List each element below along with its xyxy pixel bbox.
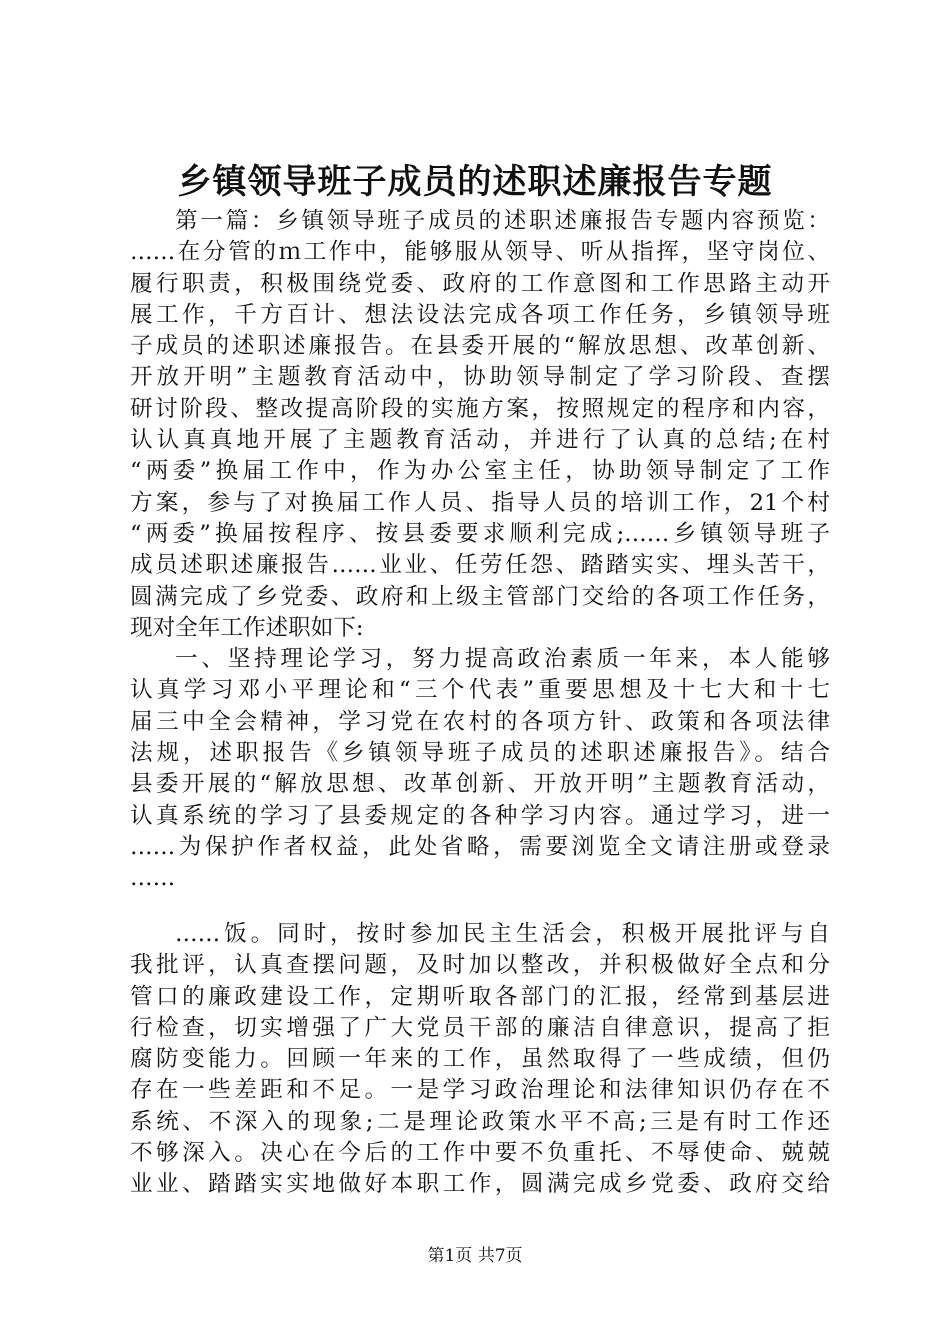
text-line: 展工作，千方百计、想法设法完成各项工作任务，乡镇领导班	[130, 301, 830, 328]
text-line: 现对全年工作述职如下:	[130, 614, 364, 641]
text-line: ……饭。同时，按时参加民主生活会，积极开展批评与自	[175, 921, 830, 947]
text-line: “两委”换届工作中，作为办公室主任，协助领导制定了工作	[130, 458, 830, 485]
document-body-section-1	[130, 206, 830, 895]
text-line: 认真学习邓小平理论和“三个代表”重要思想及十七大和十七	[130, 677, 830, 704]
text-line: ……在分管的ｍ工作中，能够服从领导、听从指挥，坚守岗位、	[130, 239, 830, 266]
text-line: 县委开展的“解放思想、改革创新、开放开明”主题教育活动，	[130, 771, 830, 798]
text-line: 认认真真地开展了主题教育活动，并进行了认真的总结;在村	[130, 427, 830, 454]
text-line: 存在一些差距和不足。一是学习政治理论和法律知识仍存在不	[130, 1077, 830, 1104]
text-line: 系统、不深入的现象;二是理论政策水平不高;三是有时工作还	[130, 1108, 830, 1135]
document-title: 乡镇领导班子成员的述职述廉报告专题	[177, 162, 773, 202]
text-line: 方案，参与了对换届工作人员、指导人员的培训工作，21个村	[130, 489, 830, 516]
page-number-footer: 第1页 共7页	[427, 1246, 523, 1266]
text-line: 届三中全会精神，学习党在农村的各项方针、政策和各项法律	[130, 708, 830, 735]
text-line: 一、坚持理论学习，努力提高政治素质一年来，本人能够	[175, 646, 830, 673]
text-line: 第一篇：乡镇领导班子成员的述职述廉报告专题内容预览：	[175, 208, 830, 234]
text-line: 不够深入。决心在今后的工作中要不负重托、不辱使命、兢兢	[130, 1140, 830, 1167]
document-body-section-2	[130, 919, 830, 1201]
text-line: 圆满完成了乡党委、政府和上级主管部门交给的各项工作任务，	[130, 583, 830, 610]
text-line: 成员述职述廉报告……业业、任劳任怨、踏踏实实、埋头苦干，	[130, 552, 830, 579]
text-line: 开放开明”主题教育活动中，协助领导制定了学习阶段、查摆	[130, 364, 830, 391]
text-line: 法规，述职报告《乡镇领导班子成员的述职述廉报告》。结合	[130, 740, 830, 767]
text-line: “两委”换届按程序、按县委要求顺利完成;……乡镇领导班子	[130, 520, 830, 547]
text-line: 管口的廉政建设工作，定期听取各部门的汇报，经常到基层进	[130, 983, 830, 1010]
text-line: 我批评，认真查摆问题，及时加以整改，并积极做好全点和分	[130, 952, 830, 979]
text-line: 认真系统的学习了县委规定的各种学习内容。通过学习，进一	[130, 802, 830, 829]
text-line: 子成员的述职述廉报告。在县委开展的“解放思想、改革创新、	[130, 333, 830, 360]
text-line: 腐防变能力。回顾一年来的工作，虽然取得了一些成绩，但仍	[130, 1046, 830, 1073]
text-line: 业业、踏踏实实地做好本职工作，圆满完成乡党委、政府交给	[130, 1171, 830, 1198]
text-line: 研讨阶段、整改提高阶段的实施方案，按照规定的程序和内容，	[130, 395, 830, 422]
text-line: ……	[130, 865, 176, 892]
text-line: ……为保护作者权益，此处省略，需要浏览全文请注册或登录	[130, 833, 830, 860]
text-line: 行检查，切实增强了广大党员干部的廉洁自律意识，提高了拒	[130, 1014, 830, 1041]
text-line: 履行职责，积极围绕党委、政府的工作意图和工作思路主动开	[130, 270, 830, 297]
